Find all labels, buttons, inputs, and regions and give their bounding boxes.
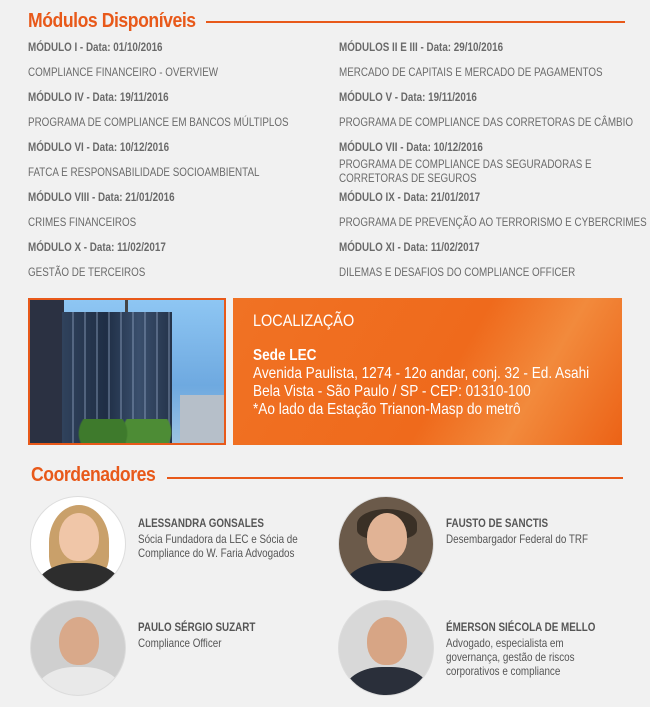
module-description: PROGRAMA DE COMPLIANCE DAS CORRETORAS DE CÂMBIO	[339, 115, 633, 129]
module-item	[339, 40, 629, 79]
lower-building	[180, 395, 224, 445]
clothing	[343, 563, 431, 592]
side-building	[30, 300, 64, 445]
coordinator-role: Compliance Officer	[138, 636, 222, 650]
avatar	[338, 600, 434, 696]
location-note: *Ao lado da Estação Trianon-Masp do metrô	[253, 401, 521, 418]
module-item	[339, 140, 629, 185]
module-item	[28, 240, 318, 279]
module-description: DILEMAS E DESAFIOS DO COMPLIANCE OFFICER	[339, 265, 576, 279]
coordinator-card	[30, 496, 320, 592]
module-item	[28, 40, 318, 79]
modules-header	[28, 10, 219, 33]
location-title: LOCALIZAÇÃO	[253, 311, 355, 330]
building-photo	[28, 298, 226, 445]
coordinators-divider	[167, 477, 623, 479]
location-venue: Sede LEC	[253, 347, 317, 364]
coordinators-header	[31, 464, 172, 487]
module-heading: MÓDULO IX - Data: 21/01/2017	[339, 190, 481, 204]
module-heading: MÓDULO I - Data: 01/10/2016	[28, 40, 163, 54]
coordinator-role: Advogado, especialista em governança, gestão de riscos corporativos e compliance	[446, 636, 575, 678]
module-description: GESTÃO DE TERCEIROS	[28, 265, 146, 279]
module-description: PROGRAMA DE COMPLIANCE DAS SEGURADORAS E CORRETORAS DE SEGUROS	[339, 157, 592, 185]
trees	[70, 419, 180, 443]
module-heading: MÓDULO V - Data: 19/11/2016	[339, 90, 477, 104]
module-heading: MÓDULO VIII - Data: 21/01/2016	[28, 190, 175, 204]
module-item	[339, 90, 633, 129]
coordinators-title: Coordenadores	[31, 464, 156, 486]
module-item	[28, 90, 318, 129]
clothing	[343, 667, 431, 696]
module-heading: MÓDULO VII - Data: 10/12/2016	[339, 140, 483, 154]
avatar	[30, 600, 126, 696]
face	[59, 513, 99, 561]
module-heading: MÓDULO VI - Data: 10/12/2016	[28, 140, 170, 154]
module-item	[339, 190, 647, 229]
coordinator-name: PAULO SÉRGIO SUZART	[138, 620, 256, 634]
module-description: PROGRAMA DE PREVENÇÃO AO TERRORISMO E CYBERCRIMES	[339, 215, 647, 229]
module-heading: MÓDULOS II E III - Data: 29/10/2016	[339, 40, 504, 54]
coordinator-card	[30, 600, 320, 696]
location-district: Bela Vista - São Paulo / SP - CEP: 01310-100	[253, 383, 531, 400]
module-heading: MÓDULO XI - Data: 11/02/2017	[339, 240, 480, 254]
coordinator-role: Desembargador Federal do TRF	[446, 532, 589, 546]
module-item	[28, 140, 318, 179]
coordinator-card	[338, 496, 628, 592]
module-description: PROGRAMA DE COMPLIANCE EM BANCOS MÚLTIPLOS	[28, 115, 289, 129]
module-description: FATCA E RESPONSABILIDADE SOCIOAMBIENTAL	[28, 165, 260, 179]
module-description: COMPLIANCE FINANCEIRO - OVERVIEW	[28, 65, 219, 79]
module-item	[28, 190, 318, 229]
location-address: Avenida Paulista, 1274 - 12o andar, conj. 32 - Ed. Asahi	[253, 365, 590, 382]
face	[367, 617, 407, 665]
clothing	[35, 667, 123, 696]
modules-divider	[206, 21, 625, 23]
coordinator-name: ALESSANDRA GONSALES	[138, 516, 264, 530]
coordinator-name: FAUSTO DE SANCTIS	[446, 516, 549, 530]
avatar	[30, 496, 126, 592]
coordinator-card	[338, 600, 628, 696]
modules-title: Módulos Disponíveis	[28, 10, 196, 32]
coordinator-name: ÉMERSON SIÉCOLA DE MELLO	[446, 620, 596, 634]
coordinator-role: Sócia Fundadora da LEC e Sócia de Compliance do W. Faria Advogados	[138, 532, 298, 560]
clothing	[35, 563, 123, 592]
location-panel	[233, 298, 622, 445]
face	[59, 617, 99, 665]
module-description: CRIMES FINANCEIROS	[28, 215, 137, 229]
face	[367, 513, 407, 561]
module-heading: MÓDULO X - Data: 11/02/2017	[28, 240, 166, 254]
avatar	[338, 496, 434, 592]
module-item	[339, 240, 629, 279]
module-description: MERCADO DE CAPITAIS E MERCADO DE PAGAMENTOS	[339, 65, 603, 79]
module-heading: MÓDULO IV - Data: 19/11/2016	[28, 90, 169, 104]
